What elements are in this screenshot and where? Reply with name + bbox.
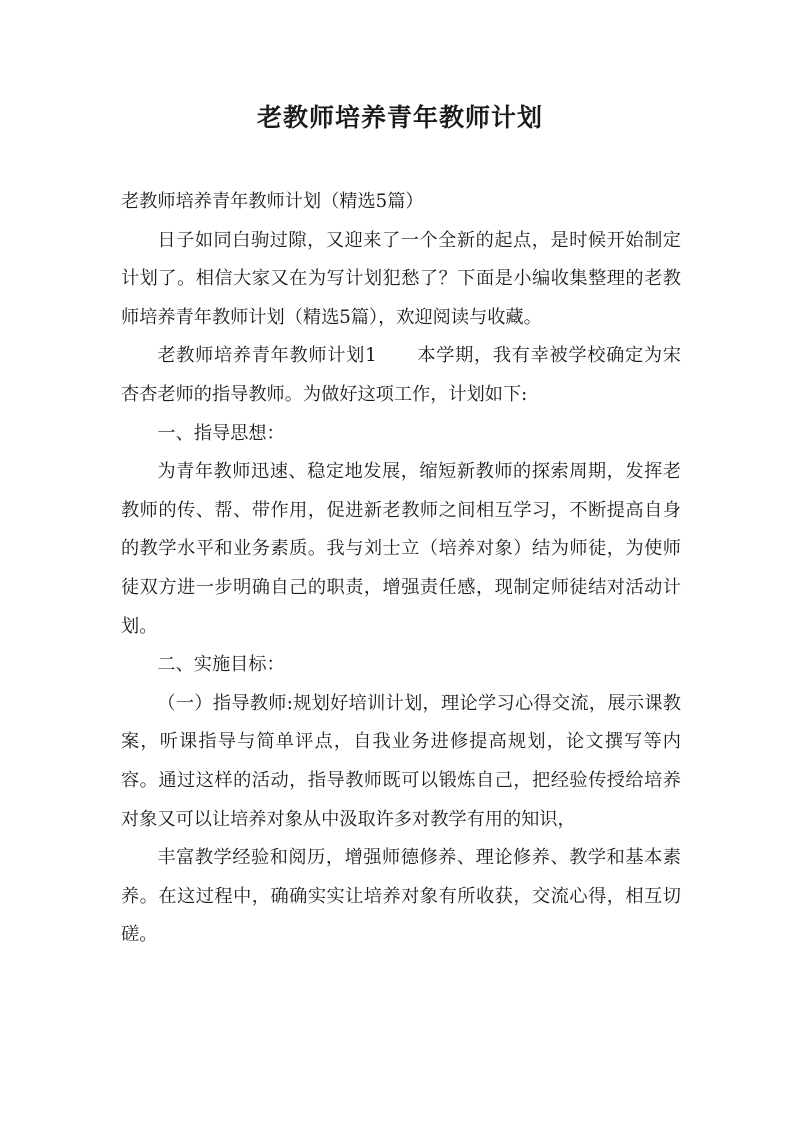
part2-heading: 二、实施目标： [157, 654, 285, 676]
document-subtitle: 老教师培养青年教师计划（精选5篇） [121, 191, 424, 212]
document-body [121, 183, 681, 955]
goal1-paragraph: （一）指导教师:规划好培训计划，理论学习心得交流，展示课教案，听课指导与简单评点，自我业务进修提高规划，论文撰写等内容。通过这样的活动，指导教师既可以锻炼自己，把经验传授给培养对象又可以让培养对象从中汲取许多对教学有用的知识， [121, 692, 681, 830]
part1-paragraph: 为青年教师迅速、稳定地发展，缩短新教师的探索周期，发挥老教师的传、帮、带作用，促进新老教师之间相互学习，不断提高自身的教学水平和业务素质。我与刘士立（培养对象）结为师徒，为使师徒双方进一步明确自己的职责，增强责任感，现制定师徒结对活动计划。 [121, 461, 681, 637]
section1-paragraph [121, 337, 681, 414]
intro-paragraph: 日子如同白驹过隙，又迎来了一个全新的起点，是时候开始制定计划了。相信大家又在为写计划犯愁了？下面是小编收集整理的老教师培养青年教师计划（精选5篇），欢迎阅读与收藏。 [121, 229, 681, 328]
section1-text: 本学期，我有幸被学校确定为宋杏杏老师的指导教师。为做好这项工作，计划如下: [121, 345, 681, 405]
document-title: 老教师培养青年教师计划 [256, 103, 543, 132]
part1-heading: 一、指导思想： [157, 422, 285, 444]
section1-heading: 老教师培养青年教师计划1 [157, 345, 377, 367]
goal1-continuation: 丰富教学经验和阅历，增强师德修养、理论修养、教学和基本素养。在这过程中，确确实实让培养对象有所收获，交流心得，相互切磋。 [121, 847, 681, 946]
